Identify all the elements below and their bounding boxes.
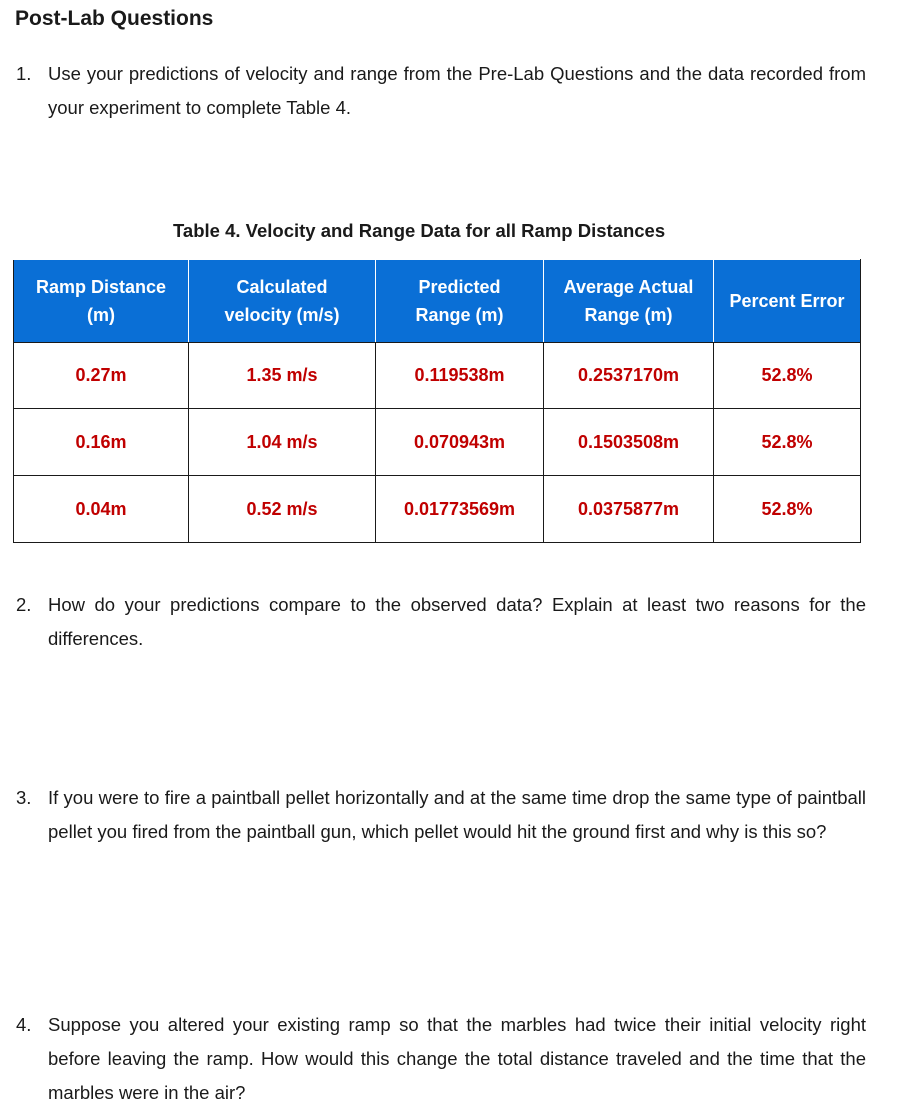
column-header-percent-error: Percent Error (714, 260, 861, 343)
table-row (14, 409, 861, 476)
question-text: How do your predictions compare to the observed data? Explain at least two reasons for the differences. (48, 594, 866, 649)
question-text: If you were to fire a paintball pellet horizontally and at the same time drop the same type of paintball pellet you fired from the paintball gun, which pellet would hit the ground first and why is this so? (48, 787, 866, 842)
cell-ramp-distance: 0.27m (14, 343, 189, 409)
cell-calculated-velocity: 1.35 m/s (189, 343, 376, 409)
table-row (14, 343, 861, 409)
question-text: Suppose you altered your existing ramp so that the marbles had twice their initial velocity right before leaving the ramp. How would this change the total distance traveled and the time that the marbles were in the air? (48, 1014, 866, 1103)
question-number: 2. (16, 594, 32, 615)
cell-average-actual-range: 0.1503508m (544, 409, 714, 476)
cell-percent-error: 52.8% (714, 476, 861, 543)
question-2 (16, 588, 866, 656)
question-number: 1. (16, 63, 32, 84)
cell-predicted-range: 0.070943m (376, 409, 544, 476)
cell-percent-error: 52.8% (714, 409, 861, 476)
question-text: Use your predictions of velocity and range from the Pre-Lab Questions and the data recorded from your experiment to complete Table 4. (48, 63, 866, 118)
question-number: 3. (16, 787, 32, 808)
column-header-average-actual-range: Average Actual Range (m) (544, 260, 714, 343)
column-header-calculated-velocity: Calculated velocity (m/s) (189, 260, 376, 343)
velocity-range-table (13, 259, 861, 543)
table-header-row (14, 260, 861, 343)
cell-ramp-distance: 0.04m (14, 476, 189, 543)
page-title: Post-Lab Questions (15, 7, 214, 30)
column-header-ramp-distance: Ramp Distance (m) (14, 260, 189, 343)
cell-calculated-velocity: 1.04 m/s (189, 409, 376, 476)
question-3 (16, 781, 866, 849)
column-header-predicted-range: Predicted Range (m) (376, 260, 544, 343)
table-caption: Table 4. Velocity and Range Data for all Ramp Distances (173, 220, 666, 241)
cell-average-actual-range: 0.2537170m (544, 343, 714, 409)
cell-percent-error: 52.8% (714, 343, 861, 409)
question-1 (16, 57, 866, 125)
cell-calculated-velocity: 0.52 m/s (189, 476, 376, 543)
cell-average-actual-range: 0.0375877m (544, 476, 714, 543)
cell-predicted-range: 0.119538m (376, 343, 544, 409)
question-number: 4. (16, 1014, 32, 1035)
table-row (14, 476, 861, 543)
cell-predicted-range: 0.01773569m (376, 476, 544, 543)
cell-ramp-distance: 0.16m (14, 409, 189, 476)
question-4 (16, 1008, 866, 1110)
